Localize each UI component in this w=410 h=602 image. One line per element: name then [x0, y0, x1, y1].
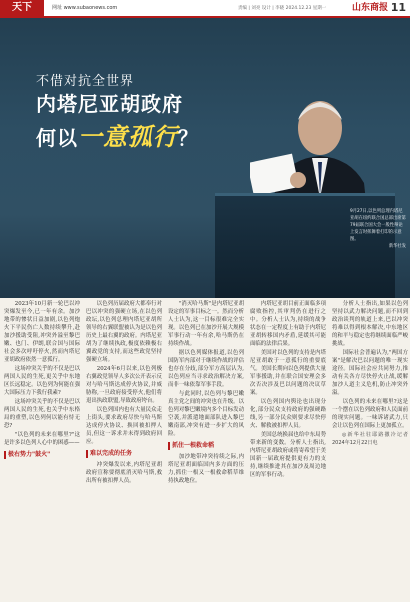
paragraph: "以色列的未来在哪里?"这是许多以色列人心中的困惑—— — [4, 432, 80, 446]
article-source: ◎新华社驻耶路撒冷记者 2024年12月22日电 — [332, 432, 408, 446]
photo-caption — [350, 208, 406, 250]
paragraph: 这场冲突关乎的不仅是巴以两国人民的生死,更关乎中东地区长远稳定。以色列为何能在强大国际压力下我行我素? — [4, 366, 80, 396]
lead-photo — [0, 18, 410, 298]
section-subhead: 抓住一根救命稻 — [168, 442, 244, 450]
paragraph: 内塔尼亚胡目前正面临多项腐败指控,其审判仍在进行之中。分析人士认为,持续的战争状态在一定程度上有助于内塔尼亚胡转移国内矛盾,延缓其可能面临的法律后果。 — [250, 301, 326, 347]
paragraph: 以色列国内也有大量民众走上街头,要求政府尽快与哈马斯达成停火协议、换回被扣押人员,但这一诉求并未得到政府回应。 — [86, 407, 162, 445]
paragraph: 加沙地带冲突持续之际,内塔尼亚胡面临国内多方面的压力,抓住一根又一根救命稻草维持执政地位。 — [168, 454, 244, 484]
headline-line-2 — [36, 117, 199, 152]
paper-name: 山东商报 — [351, 3, 388, 13]
headline-highlight: 一意孤行 — [78, 123, 178, 151]
paragraph: 冲突爆发以来,内塔尼亚胡政府宣称要彻底消灭哈马斯,救出所有被扣押人员。 — [86, 462, 162, 484]
paragraph: 与此同时,以色列与黎巴嫩真主党之间的冲突也在升级。以色列对黎巴嫩境内多个目标发动空袭,并派遣地面部队进入黎巴嫩南部,冲突有进一步扩大的风险。 — [168, 391, 244, 437]
page-number: 11 — [390, 1, 406, 14]
headline-line-1: 内塔尼亚胡政府 — [36, 92, 183, 116]
article-column-4 — [250, 300, 326, 600]
paragraph: 据以色列媒体报道,以色列国防军内部对于继续作战的评估也存在分歧,部分军方高层认为,以色列应当寻求政治解决方案,而非一味依靠军事手段。 — [168, 350, 244, 388]
issue-info: 责编 | 刘亮 设计 | 李晓 2024.12.23 星期一 — [238, 6, 327, 11]
paragraph: "消灭哈马斯"是内塔尼亚胡设定的军事目标之一。然而分析人士认为,这一目标很难完全实现。以色列已在加沙开展大规模军事行动一年有余,哈马斯仍在持续作战。 — [168, 301, 244, 347]
section-tag: 天下 — [0, 0, 44, 16]
article-column-1 — [4, 300, 80, 600]
site-url: 网址 www.subaonews.com — [52, 5, 118, 11]
paragraph: 2024年6月以来,以色列极右翼政党领导人多次公开表示反对与哈马斯达成停火协议,并威胁称,一旦政府接受停火,他们将退出执政联盟,导致政府垮台。 — [86, 366, 162, 404]
caption-text: 9月27日,以色列总理内塔尼亚胡在纽约联合国总部出席第79届联合国大会一般性辩论上发言时挥舞着打印的示意图。 — [350, 209, 406, 242]
article-column-2 — [86, 300, 162, 600]
paragraph: 分析人士指出,如果以色列坚持以武力解决问题,而不回到政治谈判的轨道上来,巴以冲突将难以得到根本解决,中东地区的和平与稳定也将继续面临严峻挑战。 — [332, 301, 408, 347]
headline-kicker: 不借对抗全世界 — [36, 74, 135, 89]
paragraph: 以色列历届政府大都奉行对巴以冲突的强硬立场,在以色列政坛,以色列总理内塔尼亚胡所领导的右翼联盟被认为是以色列历史上最右翼的政府。内塔尼亚胡为了继续执政,极度依赖极右翼政党的支持,而这些政党坚持强硬立场。 — [86, 301, 162, 363]
paragraph: 以色列的未来在哪里?这是一个摆在以色列政府和人民面前的现实问题。一味诉诸武力,只会让以色列在国际上更加孤立。 — [332, 399, 408, 429]
paragraph: 国际社会普遍认为,"两国方案"是解决巴以问题的唯一现实途径。国际社会应共同努力,推动有关各方尽快停火止战,缓解加沙人道主义危机,防止冲突外溢。 — [332, 350, 408, 396]
headline-line-2-pre: 何以 — [36, 126, 78, 150]
paragraph: 美国对以色列的支持是内塔尼亚胡敢于一意孤行的重要底气。美国长期向以色列提供大量军事援助,并在联合国安理会多次否决涉及巴以问题的决议草案。 — [250, 350, 326, 396]
section-subhead: 极右势力"鼓火" — [4, 451, 80, 459]
paragraph: 以色列国内舆论也出现分化,部分民众支持政府的强硬路线,另一部分民众则要求尽快停火、解救被扣押人员。 — [250, 399, 326, 429]
article-column-3 — [168, 300, 244, 600]
paragraph: 这场冲突关乎的不仅是巴以两国人民的生死,也关乎中东格局的重塑,以色列何以能有恃无恐? — [4, 399, 80, 429]
paragraph: 2023年10月新一轮巴以冲突爆发至今,已一年有余。加沙地带的惨状日益加剧,以色列炮火下平民伤亡人数持续攀升,赴加沙援助受阻,冲突外溢至黎巴嫩、也门、伊朗,联合国与国际社会多次呼吁停火,然而内塔尼亚胡政府依然一意孤行。 — [4, 301, 80, 363]
article-column-5 — [332, 300, 408, 600]
photo-credit: 新华社发 — [388, 244, 406, 249]
paragraph: 美国总统换届也给中东局势带来新的变数。分析人士指出,内塔尼亚胡政府或将寄希望于美国新一届政府提供更有力的支持,继续推进其在加沙及周边地区的军事行动。 — [250, 432, 326, 478]
section-subhead: 难以完成的任务 — [86, 450, 162, 458]
headline-line-2-post: ？ — [178, 126, 199, 150]
masthead — [0, 0, 410, 18]
